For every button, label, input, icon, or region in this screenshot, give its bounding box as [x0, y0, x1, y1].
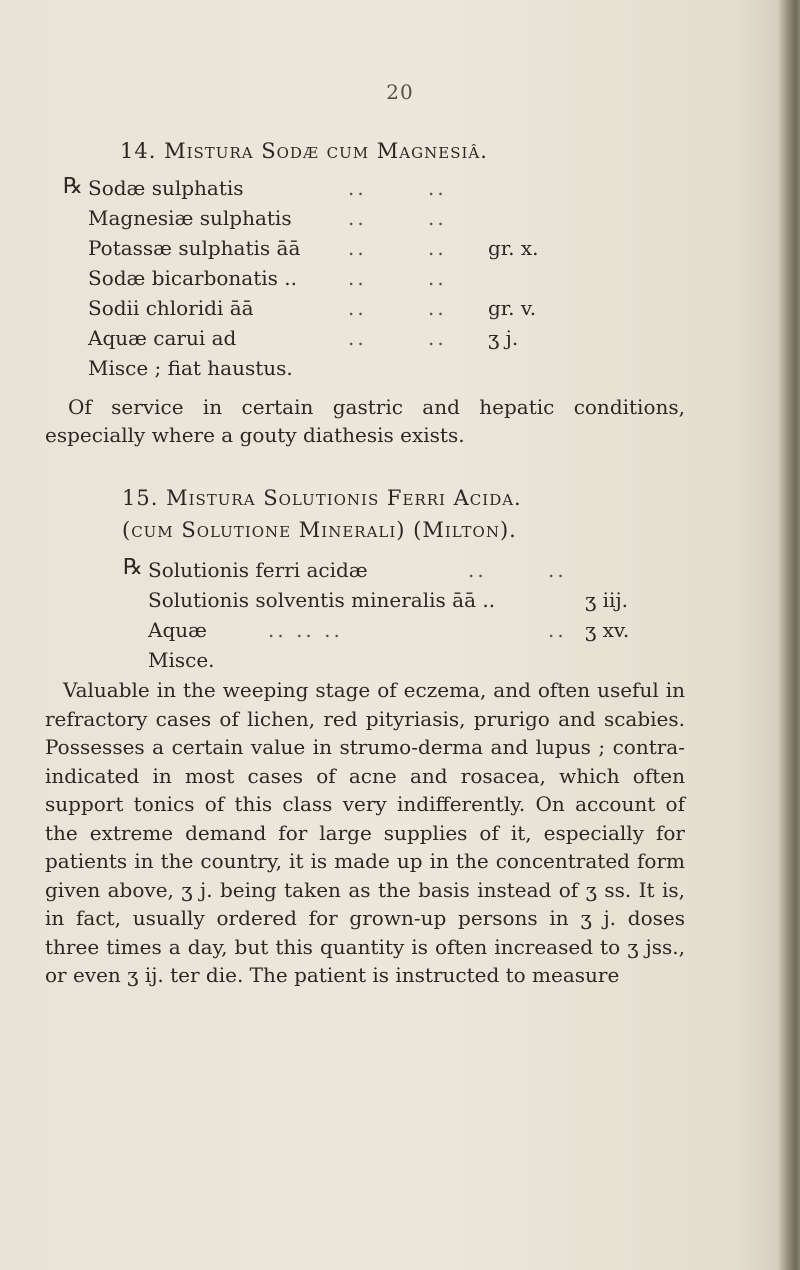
recipe-15-text: Valuable in the weeping stage of eczema, and often useful in refractory cases of lichen, red pityriasis, prurigo and scabies. Possesses a certain value in strumo-derma and lupus ; contra-indicated in most cases of acne and rosacea, which often support tonics of this class very indifferently. On account of the extreme demand for large supplies of it, especially for patients in the country, it is made up in the concentrated form given above, ʒ j. being taken as the basis instead of ʒ ss. It is, in fact, usually ordered for grown-up persons in ʒ j. doses three times a day, but this quantity is often increased to ʒ jss., or even ʒ ij. ter die. The patient is instructed to measure	[45, 678, 685, 987]
leader-dots: ..	[428, 266, 447, 290]
leader-dots: ..	[548, 558, 567, 582]
leader-dots: ..	[348, 266, 367, 290]
recipe-15-description	[45, 676, 685, 990]
leader-dots: ..	[468, 558, 487, 582]
leader-dots: ..	[428, 206, 447, 230]
page-edge-shadow	[778, 0, 800, 1270]
leader-dots: ..	[348, 176, 367, 200]
leader-dots: ..	[348, 296, 367, 320]
ingredient-name: Sodii chloridi āā	[88, 296, 254, 320]
leader-dots: ..	[428, 296, 447, 320]
ingredient-name: Magnesiæ sulphatis	[88, 206, 292, 230]
recipe-14-title	[120, 139, 488, 163]
ingredient-quantity: ʒ xv.	[585, 618, 630, 642]
ingredient-row	[88, 206, 718, 236]
recipe-14-description	[45, 393, 685, 449]
ingredient-name: Sodæ sulphatis	[88, 176, 244, 200]
ingredient-row	[88, 296, 718, 326]
ingredient-name: Solutionis solventis mineralis āā ..	[148, 588, 496, 612]
ingredient-name: Aquæ carui ad	[88, 326, 237, 350]
ingredient-row	[148, 618, 778, 648]
ingredient-quantity: gr. v.	[488, 296, 537, 320]
recipe-14-text: Of service in certain gastric and hepatic conditions, especially where a gouty diathesis exists.	[45, 395, 685, 447]
ingredient-name: Aquæ	[148, 618, 207, 642]
ingredient-row	[88, 236, 718, 266]
leader-dots: ..	[348, 326, 367, 350]
ingredient-row	[88, 266, 718, 296]
ingredient-name: Misce ; fiat haustus.	[88, 356, 293, 380]
ingredient-name: Solutionis ferri acidæ	[148, 558, 368, 582]
leader-dots: .. .. ..	[268, 618, 343, 642]
recipe-15-subtitle: (cum Solutione Minerali) (Milton).	[122, 518, 517, 542]
ingredient-row	[148, 558, 778, 588]
leader-dots: ..	[428, 176, 447, 200]
leader-dots: ..	[428, 236, 447, 260]
ingredient-row	[88, 356, 718, 386]
ingredient-name: Misce.	[148, 648, 215, 672]
ingredient-quantity: ʒ iij.	[585, 588, 628, 612]
leader-dots: ..	[548, 618, 567, 642]
ingredient-row	[148, 648, 778, 678]
rx-symbol-14: ℞	[63, 174, 83, 199]
recipe-15-title: 15. Mistura Solutionis Ferri Acida.	[122, 486, 522, 510]
recipe-14-number: 14.	[120, 139, 157, 163]
ingredient-name: Potassæ sulphatis āā	[88, 236, 301, 260]
ingredient-name: Sodæ bicarbonatis ..	[88, 266, 298, 290]
rx-symbol-15: ℞	[123, 555, 143, 580]
ingredient-quantity: ʒ j.	[488, 326, 519, 350]
ingredient-row	[88, 176, 718, 206]
ingredient-row	[148, 588, 778, 618]
leader-dots: ..	[348, 236, 367, 260]
leader-dots: ..	[428, 326, 447, 350]
page-number: 20	[386, 80, 414, 104]
ingredient-row	[88, 326, 718, 356]
leader-dots: ..	[348, 206, 367, 230]
ingredient-quantity: gr. x.	[488, 236, 539, 260]
recipe-14-name: Mistura Sodæ cum Magnesiâ.	[164, 139, 488, 163]
